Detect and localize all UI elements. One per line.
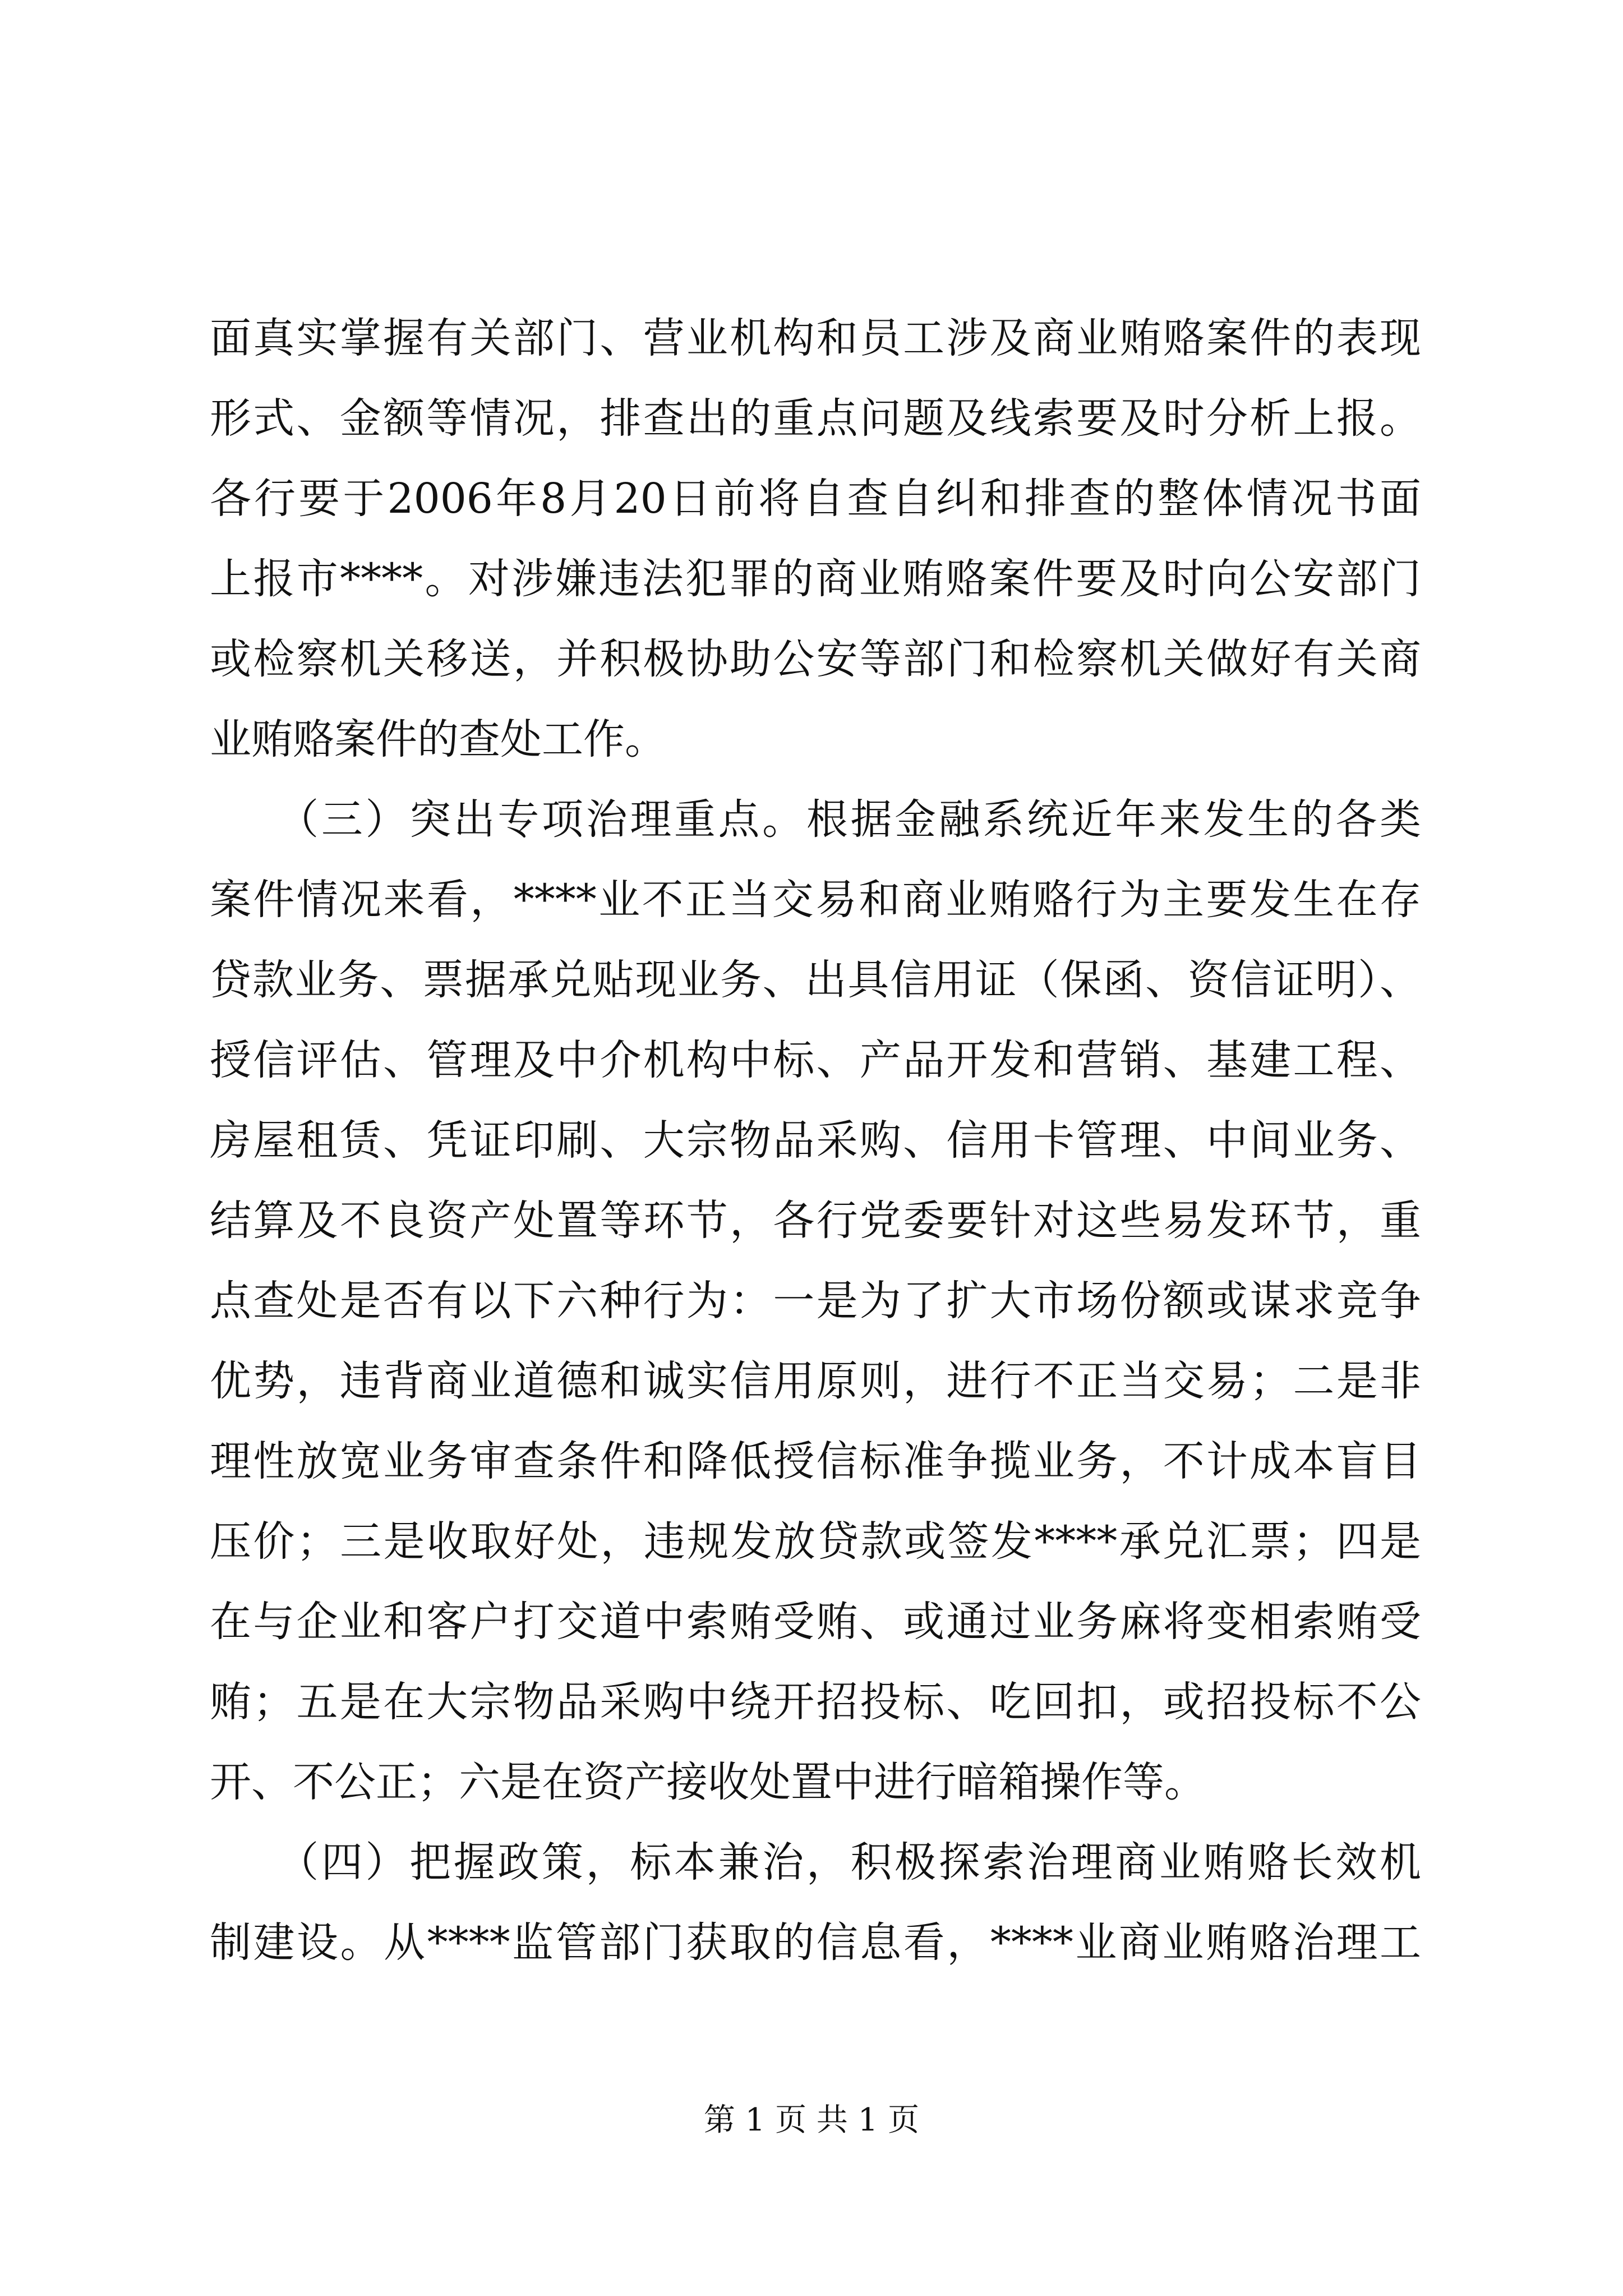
text-line: 在与企业和客户打交道中索贿受贿、或通过业务麻将变相索贿受 bbox=[210, 1598, 1421, 1646]
paragraph-heading-line: （三）突出专项治理重点。根据金融系统近年来发生的各类 bbox=[210, 795, 1421, 844]
text-line: 优势，违背商业道德和诚实信用原则，进行不正当交易；二是非 bbox=[210, 1357, 1421, 1405]
text-line: 理性放宽业务审查条件和降低授信标准争揽业务，不计成本盲目 bbox=[210, 1437, 1421, 1485]
text-line: 贷款业务、票据承兑贴现业务、出具信用证（保函、资信证明）、 bbox=[210, 956, 1421, 1004]
text-line: 上报市****。对涉嫌违法犯罪的商业贿赂案件要及时向公安部门 bbox=[210, 555, 1421, 603]
text-line: 结算及不良资产处置等环节，各行党委要针对这些易发环节，重 bbox=[210, 1197, 1421, 1245]
text-line: 贿；五是在大宗物品采购中绕开招投标、吃回扣，或招投标不公 bbox=[210, 1678, 1421, 1726]
text-line: 业贿赂案件的查处工作。 bbox=[210, 715, 666, 763]
body-text bbox=[210, 298, 1421, 1983]
text-line: 或检察机关移送，并积极协助公安等部门和检察机关做好有关商 bbox=[210, 635, 1421, 683]
text-line: 点查处是否有以下六种行为：一是为了扩大市场份额或谋求竞争 bbox=[210, 1277, 1421, 1325]
paragraph-heading-line: （四）把握政策，标本兼治，积极探索治理商业贿赂长效机 bbox=[210, 1838, 1421, 1887]
text-line: 授信评估、管理及中介机构中标、产品开发和营销、基建工程、 bbox=[210, 1036, 1421, 1084]
page-footer bbox=[0, 2098, 1623, 2143]
page-number-label: 第 1 页 共 1 页 bbox=[703, 2102, 920, 2138]
text-line: 形式、金额等情况，排查出的重点问题及线索要及时分析上报。 bbox=[210, 394, 1421, 443]
text-line: 压价；三是收取好处，违规发放贷款或签发****承兑汇票；四是 bbox=[210, 1517, 1421, 1566]
text-line: 制建设。从****监管部门获取的信息看，****业商业贿赂治理工 bbox=[210, 1918, 1421, 1967]
text-line: 房屋租赁、凭证印刷、大宗物品采购、信用卡管理、中间业务、 bbox=[210, 1116, 1421, 1165]
text-line: 面真实掌握有关部门、营业机构和员工涉及商业贿赂案件的表现 bbox=[210, 314, 1421, 362]
text-line: 各行要于2006年8月20日前将自查自纠和排查的整体情况书面 bbox=[210, 475, 1421, 523]
text-line: 案件情况来看，****业不正当交易和商业贿赂行为主要发生在存 bbox=[210, 876, 1421, 924]
text-line: 开、不公正；六是在资产接收处置中进行暗箱操作等。 bbox=[210, 1758, 1206, 1806]
